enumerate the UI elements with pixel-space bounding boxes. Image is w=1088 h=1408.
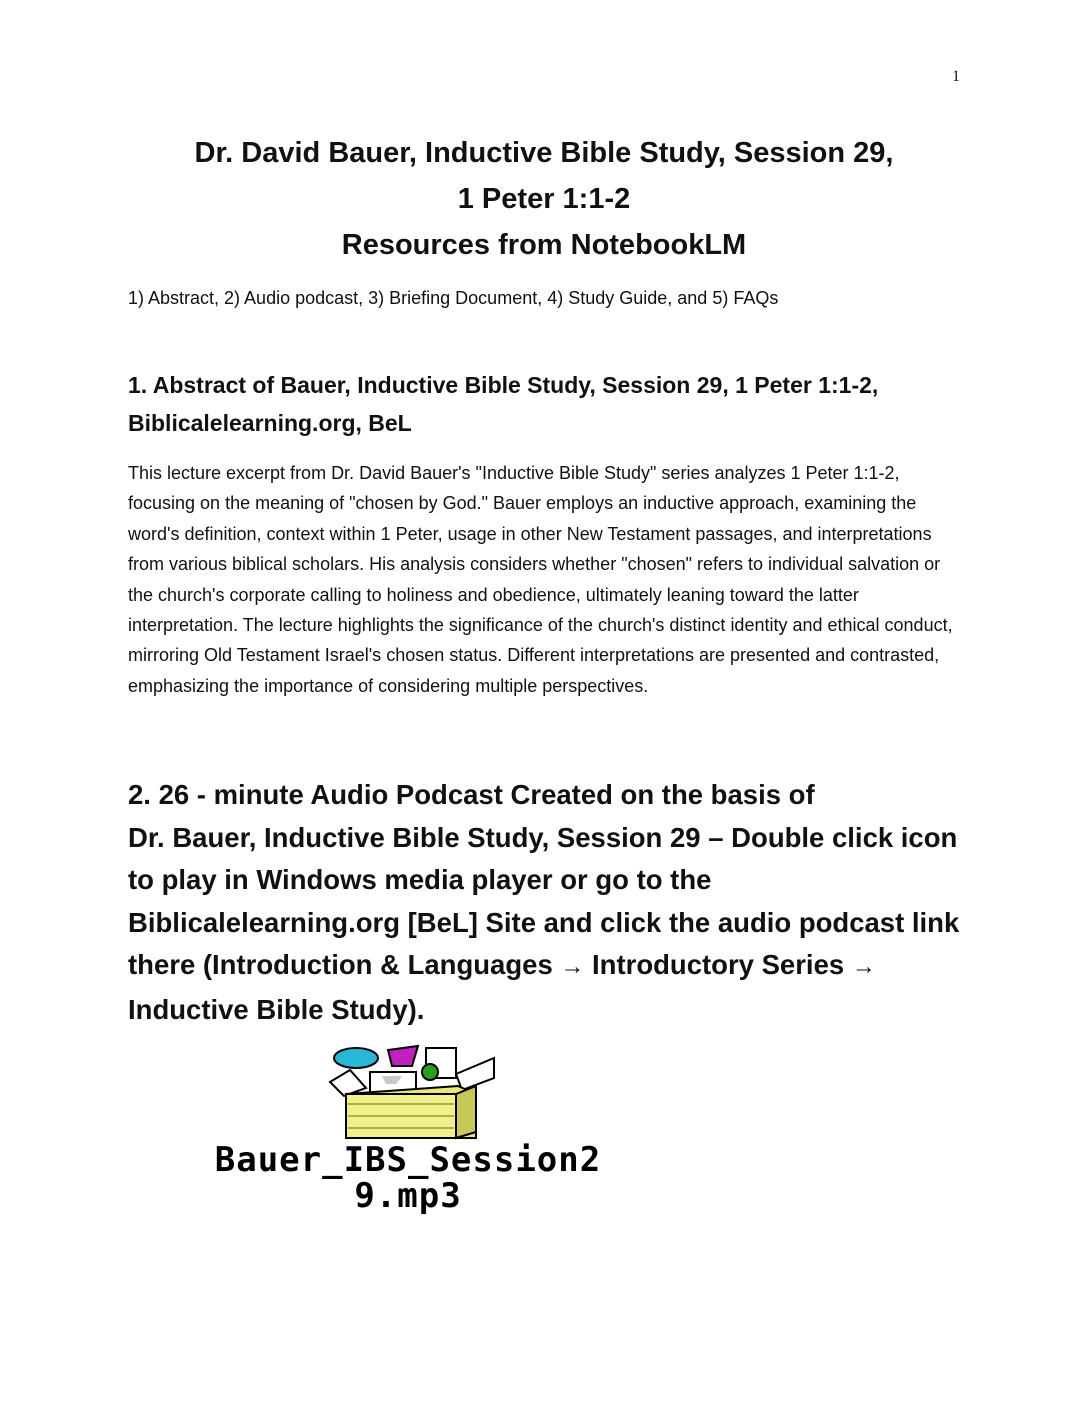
title-line-1: Dr. David Bauer, Inductive Bible Study, Session 29, — [194, 137, 894, 169]
abstract-heading: 1. Abstract of Bauer, Inductive Bible Study, Session 29, 1 Peter 1:1-2, Biblicalelearning.org, BeL — [128, 372, 879, 436]
arrow-icon: → — [560, 953, 585, 980]
package-icon — [326, 1044, 496, 1140]
arrow-icon: → — [851, 953, 876, 980]
audio-file-label-line1: Bauer_IBS_Session2 — [214, 1140, 602, 1180]
contents-line: 1) Abstract, 2) Audio podcast, 3) Briefing Document, 4) Study Guide, and 5) FAQs — [128, 288, 779, 308]
abstract-body: This lecture excerpt from Dr. David Bauer's "Inductive Bible Study" series analyzes 1 Peter 1:1-2, focusing on the meaning of "chosen by God." Bauer employs an inductive approach, examining the word's definition, context within 1 Peter, usage in other New Testament passages, and interpretations from various biblical scholars. His analysis considers whether "chosen" refers to individual salvation or the church's corporate calling to holiness and obedience, ultimately leaning toward the latter interpretation. The lecture highlights the significance of the church's distinct identity and ethical conduct, mirroring Old Testament Israel's chosen status. Different interpretations are presented and contrasted, emphasizing the importance of considering multiple perspectives. — [128, 463, 953, 696]
podcast-heading-mid: Introductory Series — [592, 949, 845, 980]
audio-file-icon[interactable] — [326, 1044, 496, 1145]
audio-file-label-line2: 9.mp3 — [354, 1176, 462, 1216]
podcast-heading-main: Dr. Bauer, Inductive Bible Study, Session 29 – Double click icon to play in Windows media player or go to the Biblicalelearning.org [BeL] Site and click the audio podcast link there (Introduction & Languages — [128, 821, 960, 980]
audio-file-label[interactable] — [128, 1142, 688, 1214]
document-title — [0, 130, 1088, 268]
title-line-3: Resources from NotebookLM — [341, 229, 747, 261]
podcast-heading-end: Inductive Bible Study). — [128, 993, 425, 1025]
title-line-2: 1 Peter 1:1-2 — [457, 183, 631, 215]
page-number: 1 — [952, 68, 960, 85]
podcast-heading — [128, 774, 988, 1031]
podcast-heading-line1: 2. 26 - minute Audio Podcast Created on the basis of — [128, 779, 815, 810]
